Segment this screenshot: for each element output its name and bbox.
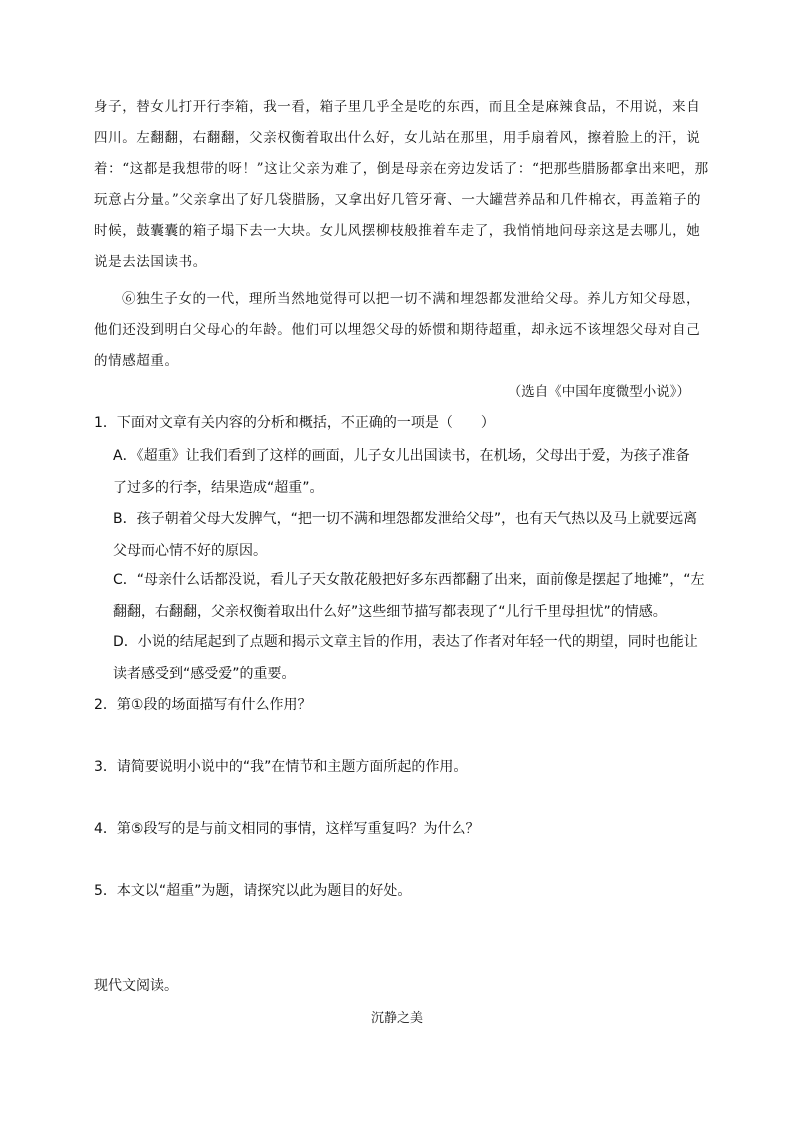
passage-paragraph-6 xyxy=(94,284,700,377)
passage-line: 身子，替女儿打开行李箱，我一看，箱子里几乎全是吃的东西，而且全是麻辣食品，不用说，来自 xyxy=(94,99,701,115)
option-line: B．孩子朝着父母大发脾气，“把一切不满和埋怨都发泄给父母”，也有天气热以及马上就要远离 xyxy=(113,511,698,527)
option-line: 翻翻，右翻翻，父亲权衡着取出什么好”这些细节描写都表现了“儿行千里母担忧”的情感。 xyxy=(113,604,667,620)
option-d xyxy=(113,626,703,690)
section-heading: 现代文阅读。 xyxy=(94,978,178,994)
question-4: 4．第⑤段写的是与前文相同的事情，这样写重复吗？为什么？ xyxy=(94,821,480,837)
option-c xyxy=(113,564,703,628)
option-line: 父母而心情不好的原因。 xyxy=(113,543,267,559)
option-line: A．《超重》让我们看到了这样的画面，儿子女儿出国读书，在机场，父母出于爱，为孩子准备 xyxy=(113,448,690,464)
question-3: 3．请简要说明小说中的“我”在情节和主题方面所起的作用。 xyxy=(94,759,468,775)
passage-line: 时候，鼓囊囊的箱子塌下去一大块。女儿风摆柳枝般推着车走了，我悄悄地问母亲这是去哪儿，她 xyxy=(94,223,701,239)
passage-source: （选自《中国年度微型小说》） xyxy=(507,384,690,400)
passage-line: ⑥独生子女的一代，理所当然地觉得可以把一切不满和埋怨都发泄给父母。养儿方知父母恩， xyxy=(122,291,701,307)
option-b xyxy=(113,503,703,567)
passage-line: 四川。左翻翻，右翻翻，父亲权衡着取出什么好，女儿站在那里，用手扇着风，擦着脸上的汗，说 xyxy=(94,130,701,146)
question-2: 2．第①段的场面描写有什么作用？ xyxy=(94,697,312,713)
option-line: D．小说的结尾起到了点题和揭示文章主旨的作用，表达了作者对年轻一代的期望，同时也能让 xyxy=(113,634,698,650)
question-5: 5．本文以“超重”为题，请探究以此为题目的好处。 xyxy=(94,883,412,899)
article-title: 沉静之美 xyxy=(370,1011,423,1026)
passage-paragraph-5 xyxy=(94,92,709,278)
passage-line: 的情感超重。 xyxy=(94,353,179,369)
passage-line: 他们还没到明白父母心的年龄。他们可以埋怨父母的娇惯和期待超重，却永远不该埋怨父母对自己 xyxy=(94,322,701,338)
option-a xyxy=(113,440,703,504)
passage-line: 说是去法国读书。 xyxy=(94,254,207,270)
passage-line: 着：“这都是我想带的呀！”这让父亲为难了，倒是母亲在旁边发话了：“把那些腊肠都拿出来吧，那 xyxy=(94,161,709,177)
option-line: 了过多的行李，结果造成“超重”。 xyxy=(113,480,324,496)
option-line: 读者感受到“感受爱”的重要。 xyxy=(113,666,296,682)
option-line: C．“母亲什么话都没说，看儿子天女散花般把好多东西都翻了出来，面前像是摆起了地摊”，“左 xyxy=(113,572,705,588)
question-1: 1．下面对文章有关内容的分析和概括，不正确的一项是（ ） xyxy=(94,415,495,431)
passage-line: 玩意占分量。”父亲拿出了好几袋腊肠，又拿出好几管牙膏、一大罐营养品和几件棉衣，再盖箱子的 xyxy=(94,192,702,208)
